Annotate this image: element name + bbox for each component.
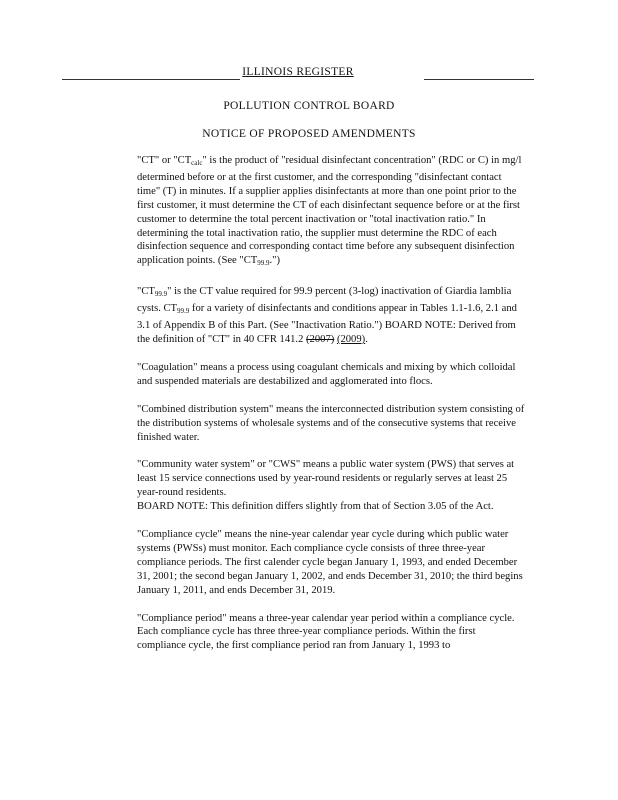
subscript: 99.9: [154, 290, 168, 299]
deleted-text: (2007): [306, 333, 335, 345]
definition-ct999-text: " is the CT value required for 99.9 percent (3-log) inactivation of Giardia lamblia cysts. CT: [137, 286, 512, 315]
subscript: calc: [191, 159, 203, 167]
definition-combined-distribution: "Combined distribution system" means the interconnected distribution system consisting of the distribution systems of wholesale systems and of the consecutive systems that receive finished water.: [137, 403, 525, 443]
definition-coagulation: "Coagulation" means a process using coagulant chemicals and mixing by which colloidal and suspended materials are destabilized and agglomerated into flocs.: [137, 361, 516, 387]
definition-ct999-text: for a variety of disinfectants and conditions appear in Tables 1.1-1.6, 2.1 and 3.1 of Appendix B of this Part. (See "Inactivation Ratio.") BOARD NOTE: Derived from the definition of "CT" in 40 CFR 141.2: [137, 303, 517, 345]
definition-cws-text: "Community water system" or "CWS" means a public water system (PWS) that serves at least 15 service connections used by year-round residents or regularly serves at least 25 year-round residents.: [137, 459, 515, 499]
definition-cws: [137, 458, 525, 514]
notice-title: NOTICE OF PROPOSED AMENDMENTS: [202, 128, 416, 140]
subscript: 99.9: [257, 259, 270, 268]
register-header: [62, 66, 534, 82]
document-body: [137, 154, 525, 667]
definition-ct-text: " is the product of "residual disinfectant concentration" (RDC or C) in mg/l determined before or at the first customer, and the corresponding "disinfectant contact time" (T) in minutes. If a supplier applies disinfectants at more than one point prior to the first customer, it must determine the CT of each disinfectant sequence before or at the first customer to determine the total percent inactivation or "total inactivation ratio." In determining the total inactivation ratio, the supplier must determine the RDC of each disinfection sequence and corresponding contact time before any subsequent disinfection application points. (See "CT: [137, 155, 522, 267]
header-rule-right: [424, 79, 534, 80]
definition-ct999: [137, 285, 525, 347]
definition-ct999-end: .: [365, 333, 368, 345]
definition-ct-text: "CT" or "CT: [137, 155, 192, 166]
header-rule-left: [62, 79, 240, 80]
definition-compliance-cycle: "Compliance cycle" means the nine-year calendar year cycle during which public water systems (PWSs) must monitor. Each compliance cycle consists of three three-year compliance periods. The first calender cycle began January 1, 1993, and ended December 31, 2001; the second began January 1, 2002, and ends December 31, 2010; the third begins January 1, 2011, and ends December 31, 2019.: [137, 529, 523, 596]
definition-ct999-text: "CT: [137, 286, 155, 298]
subscript: 99.9: [177, 307, 190, 316]
inserted-text: (2009): [336, 333, 366, 345]
definition-ct-text: ."): [269, 255, 281, 267]
definition-compliance-period: "Compliance period" means a three-year calendar year period within a compliance cycle. Each compliance cycle has three three-year compliance periods. Within the first compliance cycle, the first compliance period ran from January 1, 1993 to: [137, 612, 515, 652]
board-title: POLLUTION CONTROL BOARD: [223, 100, 395, 112]
board-note: BOARD NOTE: This definition differs slightly from that of Section 3.05 of the Act.: [137, 501, 494, 513]
register-title: ILLINOIS REGISTER: [242, 66, 354, 78]
definition-ct: [137, 154, 525, 271]
